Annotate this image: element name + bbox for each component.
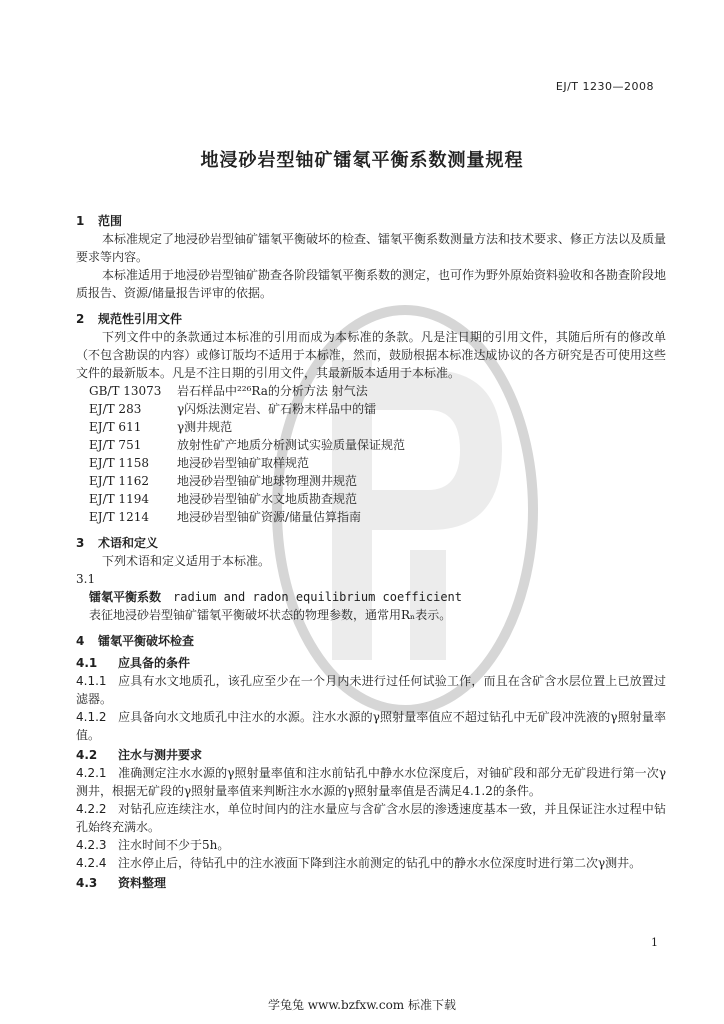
clause-item: 4.2.1 准确测定注水水源的γ照射量率值和注水前钻孔中静水水位深度后，对铀矿段和部分无矿段进行第一次γ测井，根据无矿段的γ照射量率值来判断注水水源的γ照射量率值是否满足4.1.2的条件。 xyxy=(76,766,666,798)
section-heading-terms: 3 术语和定义 xyxy=(76,536,159,550)
reference-item: EJ/T 1214 地浸砂岩型铀矿资源/储量估算指南 xyxy=(89,510,362,524)
subsection-heading: 4.2 注水与测井要求 xyxy=(76,748,203,762)
paragraph: 下列术语和定义适用于本标准。 xyxy=(102,554,271,568)
paragraph: 下列文件中的条款通过本标准的引用而成为本标准的条款。凡是注日期的引用文件，其随后所有的修改单（不包含勘误的内容）或修订版均不适用于本标准，然而，鼓励根据本标准达成协议的各方研究是否可使用这些文件的最新版本。凡是不注日期的引用文件，其最新版本适用于本标准。 xyxy=(76,330,666,380)
reference-item: EJ/T 1162 地浸砂岩型铀矿地球物理测井规范 xyxy=(89,474,358,488)
section-heading-equilibrium-check: 4 镭氡平衡破坏检查 xyxy=(76,634,195,648)
reference-item: EJ/T 751 放射性矿产地质分析测试实验质量保证规范 xyxy=(89,438,406,452)
term-definition: 表征地浸砂岩型铀矿镭氡平衡破坏状态的物理参数，通常用Rₙ表示。 xyxy=(89,608,452,622)
standard-code: EJ/T 1230—2008 xyxy=(555,80,654,93)
section-heading-scope: 1 范围 xyxy=(76,214,123,228)
clause-item: 4.1.1 应具有水文地质孔，该孔应至少在一个月内未进行过任何试验工作，而且在含矿含水层位置上已放置过滤器。 xyxy=(76,674,666,706)
reference-item: EJ/T 283 γ闪烁法测定岩、矿石粉末样品中的镭 xyxy=(89,402,377,416)
document-title: 地浸砂岩型铀矿镭氡平衡系数测量规程 xyxy=(200,150,524,171)
paragraph: 本标准规定了地浸砂岩型铀矿镭氡平衡破坏的检查、镭氡平衡系数测量方法和技术要求、修正方法以及质量要求等内容。 xyxy=(76,232,667,264)
clause-item: 4.2.3 注水时间不少于5h。 xyxy=(76,838,230,852)
site-footer: 学兔兔 www.bzfxw.com 标准下载 xyxy=(267,998,457,1012)
reference-item: GB/T 13073 岩石样品中²²⁶Ra的分析方法 射气法 xyxy=(89,384,368,398)
term-entry xyxy=(76,588,666,606)
term-english: radium and radon equilibrium coefficient xyxy=(173,590,462,604)
subsection-heading: 4.3 资料整理 xyxy=(76,876,167,890)
clause-item: 4.2.4 注水停止后，待钻孔中的注水液面下降到注水前测定的钻孔中的静水水位深度时进行第二次γ测井。 xyxy=(76,856,642,870)
term-chinese: 镭氡平衡系数 xyxy=(89,590,162,604)
document-body xyxy=(76,204,666,892)
section-heading-normative-references: 2 规范性引用文件 xyxy=(76,312,183,326)
page-number: 1 xyxy=(651,936,658,949)
subsection-heading: 4.1 应具备的条件 xyxy=(76,656,191,670)
reference-item: EJ/T 611 γ测井规范 xyxy=(89,420,233,434)
clause-item: 4.1.2 应具备向水文地质孔中注水的水源。注水水源的γ照射量率值应不超过钻孔中无矿段冲洗液的γ照射量率值。 xyxy=(76,710,666,742)
reference-item: EJ/T 1194 地浸砂岩型铀矿水文地质勘查规范 xyxy=(89,492,358,506)
clause-item: 4.2.2 对钻孔应连续注水，单位时间内的注水量应与含矿含水层的渗透速度基本一致，并且保证注水过程中钻孔始终充满水。 xyxy=(76,802,666,834)
term-number: 3.1 xyxy=(76,572,96,586)
paragraph: 本标准适用于地浸砂岩型铀矿勘查各阶段镭氡平衡系数的测定，也可作为野外原始资料验收和各勘查阶段地质报告、资源/储量报告评审的依据。 xyxy=(76,268,667,300)
reference-item: EJ/T 1158 地浸砂岩型铀矿取样规范 xyxy=(89,456,310,470)
